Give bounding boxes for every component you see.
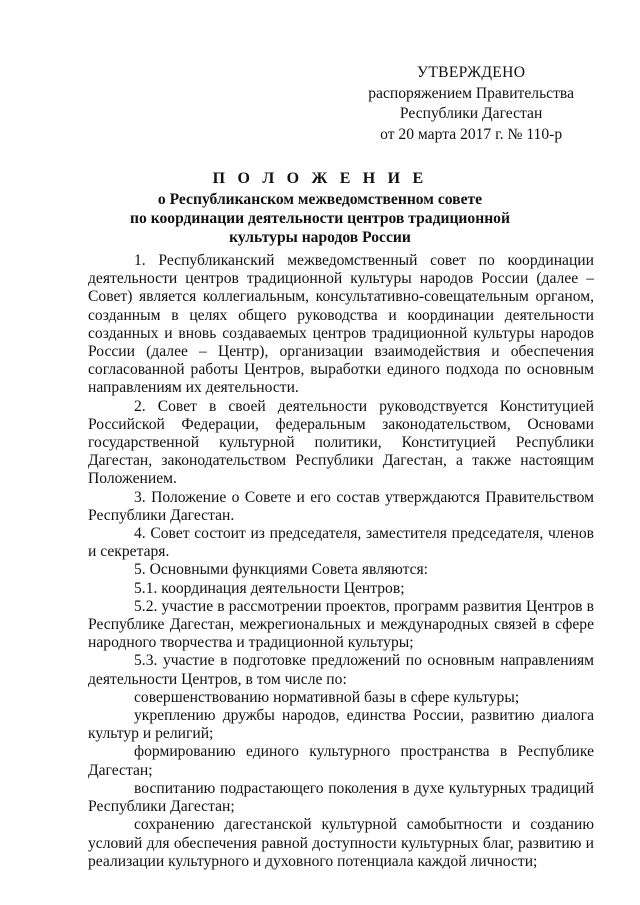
- paragraph: укреплению дружбы народов, единства России, развитию диалога культур и религий;: [88, 707, 594, 743]
- paragraph: 5. Основными функциями Совета являются:: [134, 561, 428, 579]
- paragraph: формированию единого культурного пространства в Республике Дагестан;: [88, 743, 594, 779]
- paragraph: 5.3. участие в подготовке предложений по основным направлениям деятельности Центров, в том числе по:: [88, 652, 594, 688]
- approval-stamp: УТВЕРЖДЕНО: [416, 64, 526, 81]
- approval-block: [368, 63, 574, 145]
- paragraph: 4. Совет состоит из председателя, заместителя председателя, членов и секретаря.: [88, 525, 594, 561]
- document-body: [88, 252, 594, 871]
- paragraph: воспитанию подрастающего поколения в духе культурных традиций Республики Дагестан;: [88, 779, 594, 816]
- approval-date: от 20 марта 2017 г. № 110-р: [380, 125, 563, 143]
- paragraph: 2. Совет в своей деятельности руководствуется Конституцией Российской Федерации, федеральным законодательством, Основами государственной культурной политики, Конституцией Республики Дагестан, законодательством Республики Дагестан, а также настоящим Положением.: [88, 397, 594, 488]
- title-line: культуры народов России: [229, 229, 411, 246]
- paragraph: 3. Положение о Совете и его состав утверждаются Правительством Республики Дагестан.: [88, 488, 594, 524]
- title-heading: П О Л О Ж Е Н И Е: [212, 170, 428, 187]
- paragraph: 5.2. участие в рассмотрении проектов, программ развития Центров в Республике Дагестан, межрегиональных и международных связей в сфере народного творчества и традиционной культуры;: [88, 597, 594, 652]
- approval-line: распоряжением Правительства: [368, 84, 574, 102]
- paragraph: 1. Республиканский межведомственный совет по координации деятельности центров традиционной культуры народов России (далее – Совет) является коллегиальным, консультативно-совещательным органом, созданным в целях общего руководства и координации деятельности созданных и вновь создаваемых центров традиционной культуры народов России (далее – Центр), организации взаимодействия и обеспечения согласованной работы Центров, выработки единого подхода по основным направлениям их деятельности.: [88, 252, 594, 397]
- approval-line: Республики Дагестан: [399, 105, 543, 122]
- paragraph: 5.1. координация деятельности Центров;: [134, 579, 405, 597]
- paragraph: совершенствованию нормативной базы в сфере культуры;: [134, 688, 520, 706]
- title-line: по координации деятельности центров традиционной: [130, 210, 510, 227]
- title-line: о Республиканском межведомственном совете: [157, 191, 483, 208]
- document-title: [0, 168, 640, 247]
- paragraph: сохранению дагестанской культурной самобытности и созданию условий для обеспечения равной доступности культурных благ, развитию и реализации культурного и духовного потенциала каждой личности;: [88, 816, 594, 870]
